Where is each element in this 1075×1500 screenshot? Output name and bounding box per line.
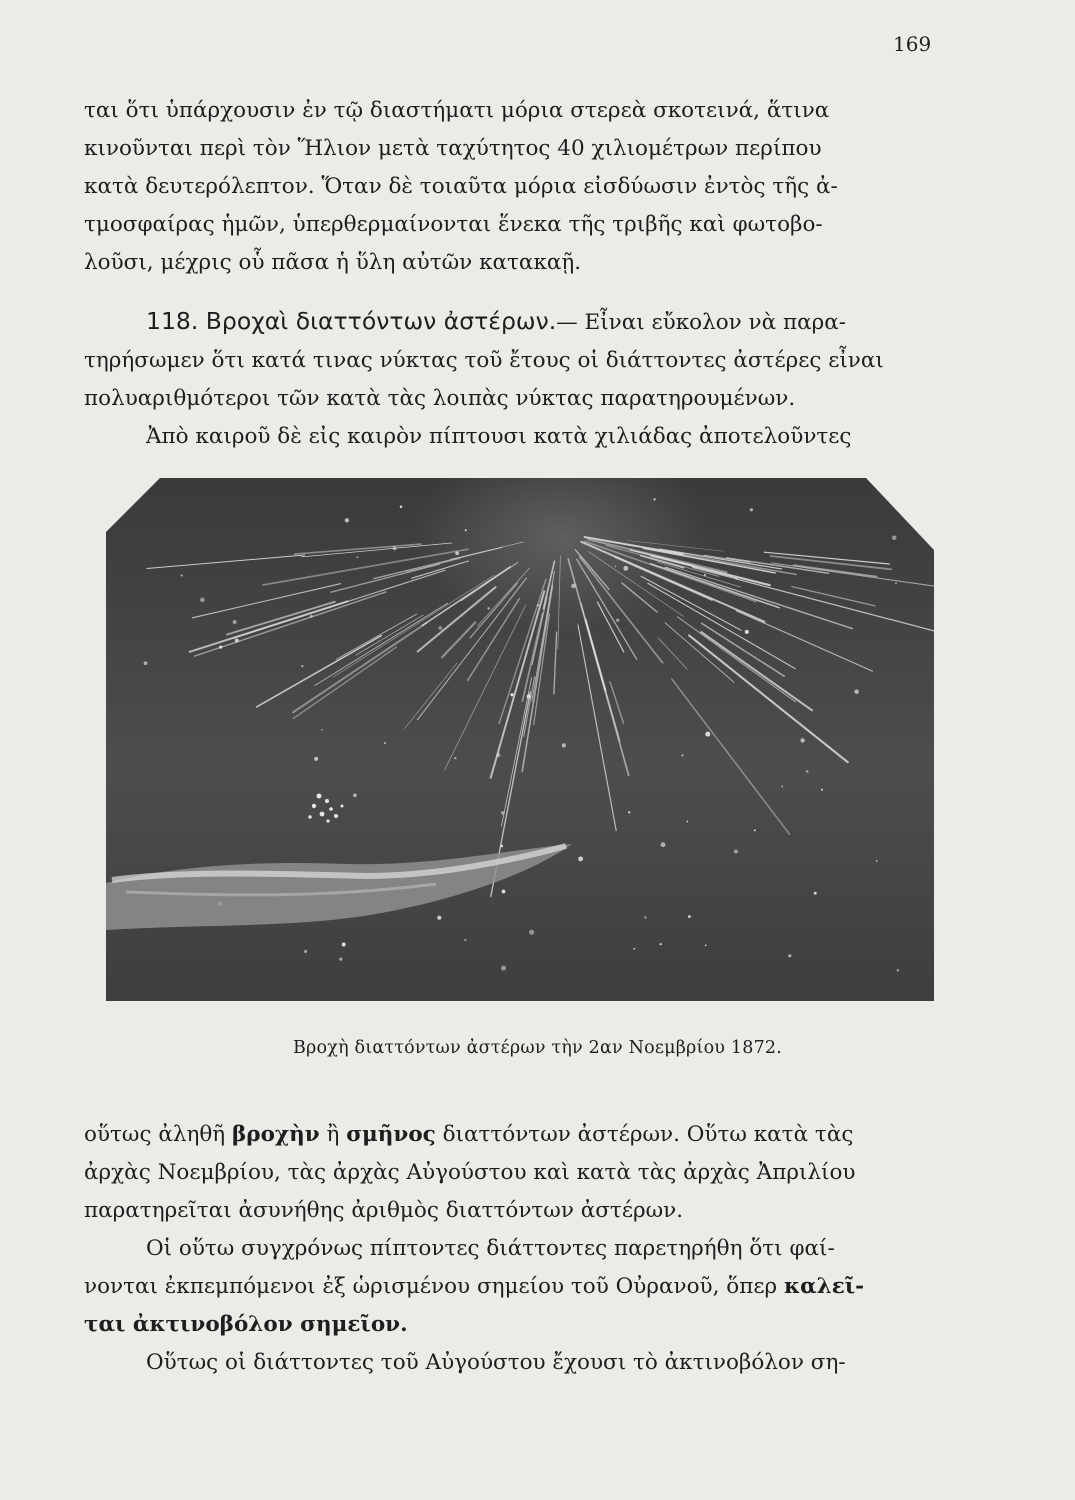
star <box>321 729 323 731</box>
text-line: κινοῦνται περὶ τὸν Ἥλιον μετὰ ταχύτητος 40 χιλιομέτρων περίπου <box>84 136 822 161</box>
star <box>356 556 358 558</box>
text-run: νονται ἐκπεμπόμενοι ἐξ ὡρισμένου σημείου τοῦ Οὐρανοῦ, ὅπερ <box>84 1274 784 1299</box>
star <box>745 630 749 634</box>
star <box>854 689 859 694</box>
text-line: Οἱ οὕτω συγχρόνως πίπτοντες διάττοντες παρετηρήθη ὅτι φαί- <box>146 1236 835 1261</box>
star <box>454 757 457 760</box>
star <box>800 738 804 742</box>
star <box>661 842 666 847</box>
term-sminos: σμῆνος <box>346 1122 436 1147</box>
page-number: 169 <box>893 32 932 56</box>
star <box>345 518 349 522</box>
text-line: Οὕτως οἱ διάττοντες τοῦ Αὐγούστου ἔχουσι τὸ ἀκτινοβόλον ση- <box>146 1350 846 1375</box>
star <box>501 845 504 848</box>
star <box>814 892 817 895</box>
star <box>339 958 342 961</box>
star <box>304 950 307 953</box>
star <box>653 498 655 500</box>
star <box>781 786 783 788</box>
figure-caption: Βροχὴ διαττόντων ἀστέρων τὴν 2αν Νοεμβρίου 1872. <box>292 1038 783 1058</box>
star <box>465 529 467 531</box>
star <box>200 598 204 602</box>
star <box>235 639 239 643</box>
continuation-text <box>84 1116 930 1382</box>
star <box>314 757 318 761</box>
star <box>892 536 897 541</box>
star <box>310 615 313 618</box>
text-line: τμοσφαίρας ἡμῶν, ὑπερθερμαίνονται ἕνεκα τῆς τριβῆς καὶ φωτοβο- <box>84 212 823 237</box>
star <box>704 574 706 576</box>
star <box>750 508 753 511</box>
star <box>686 821 688 823</box>
star <box>502 890 506 894</box>
star <box>571 584 576 589</box>
star <box>633 948 635 950</box>
text-line: κατὰ δευτερόλεπτον. Ὅταν δὲ τοιαῦτα μόρια εἰσδύωσιν ἐντὸς τῆς ἀ- <box>84 174 838 199</box>
top-paragraph <box>84 92 930 282</box>
star <box>487 607 489 609</box>
star <box>353 794 357 798</box>
star <box>181 575 183 577</box>
term-radiant-point: ται ἀκτινοβόλον σημεῖον. <box>84 1312 408 1337</box>
text-run: διαττόντων ἀστέρων. Οὕτω κατὰ τὰς <box>435 1122 854 1147</box>
star <box>437 916 441 920</box>
star <box>898 500 900 502</box>
star <box>897 969 900 972</box>
meteor-shower-illustration <box>106 478 934 1001</box>
section-heading: 118. Βροχαὶ διαττόντων ἀστέρων. <box>146 307 557 335</box>
text-line <box>84 1116 930 1154</box>
star <box>876 860 878 862</box>
star <box>501 811 504 814</box>
section-118 <box>84 302 930 456</box>
text-line: ται ὅτι ὑπάρχουσιν ἐν τῷ διαστήματι μόρια στερεὰ σκοτεινά, ἅτινα <box>84 98 830 123</box>
star <box>788 954 791 957</box>
text-line: λοῦσι, μέχρις οὗ πᾶσα ἡ ὕλη αὐτῶν κατακαῇ. <box>84 250 582 275</box>
text-line: τηρήσωμεν ὅτι κατά τινας νύκτας τοῦ ἔτους οἱ διάττοντες ἀστέρες εἶναι <box>84 348 884 373</box>
star <box>562 743 566 747</box>
star <box>806 770 809 773</box>
star <box>682 754 684 756</box>
star <box>144 661 148 665</box>
star <box>537 604 539 606</box>
text-line: ἀρχὰς Νοεμβρίου, τὰς ἀρχὰς Αὐγούστου καὶ κατὰ τὰς ἀρχὰς Ἀπριλίου <box>84 1160 856 1185</box>
text-line: παρατηρεῖται ἀσυνήθης ἀριθμὸς διαττόντων ἀστέρων. <box>84 1198 684 1223</box>
text-run: οὕτως ἀληθῆ <box>84 1122 233 1147</box>
heading-continuation: — Εἶναι εὔκολον νὰ παρα- <box>556 310 847 335</box>
text-line: Ἀπὸ καιροῦ δὲ εἰς καιρὸν πίπτουσι κατὰ χιλιάδας ἀποτελοῦντες <box>146 424 852 449</box>
star <box>705 732 710 737</box>
text-line <box>84 1268 930 1306</box>
star <box>615 566 617 568</box>
star <box>578 856 583 861</box>
star <box>400 506 403 509</box>
star <box>734 849 738 853</box>
star <box>616 619 619 622</box>
star <box>660 943 662 945</box>
term-vrochi: βροχὴν <box>232 1122 320 1147</box>
section-heading-line <box>84 302 930 342</box>
star <box>219 646 222 649</box>
star <box>628 811 630 813</box>
star <box>623 566 628 571</box>
star <box>455 551 459 555</box>
star <box>393 546 397 550</box>
star <box>527 694 531 698</box>
star <box>895 582 897 584</box>
star <box>501 966 506 971</box>
star <box>754 829 756 831</box>
star <box>439 626 443 630</box>
star <box>233 620 237 624</box>
star <box>821 789 823 791</box>
star <box>301 665 303 667</box>
text-run: ἢ <box>319 1122 347 1147</box>
star <box>496 753 500 757</box>
star <box>688 915 691 918</box>
star <box>384 742 386 744</box>
star <box>529 930 534 935</box>
star <box>705 944 707 946</box>
text-line: πολυαριθμότεροι τῶν κατὰ τὰς λοιπὰς νύκτας παρατηρουμένων. <box>84 386 796 411</box>
star <box>464 939 466 941</box>
star <box>644 916 646 918</box>
star <box>342 943 346 947</box>
term-kalei: καλεῖ- <box>783 1274 865 1299</box>
star <box>510 693 513 696</box>
